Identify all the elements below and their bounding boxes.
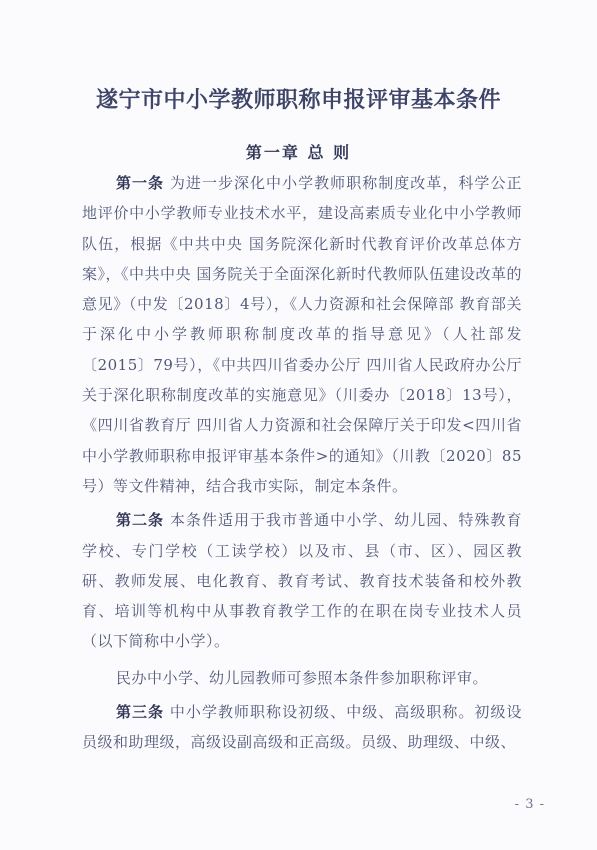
article-text: 本条件适用于我市普通中小学、幼儿园、特殊教育学校、专门学校（工读学校）以及市、县（市、区）、园区教研、教师发展、电化教育、教育考试、教育技术装备和校外教育、培训等机构中从事教育教学工作的在职在岗专业技术人员（以下简称中小学）。 [82,511,522,651]
document-title: 遂宁市中小学教师职称申报评审基本条件 [95,87,501,113]
article-label: 第一条 [116,174,165,192]
article-1 [82,168,522,501]
document-body [82,168,522,758]
article-text: 为进一步深化中小学教师职称制度改革，科学公正地评价中小学教师专业技术水平，建设高素质专业化中小学教师队伍，根据《中共中央 国务院深化新时代教育评价改革总体方案》，《中共中央 国务院关于全面深化新时代教师队伍建设改革的意见》（中发〔2018〕4号），《人力资源和社会保障部 教育部关于深化中小学教师职称制度改革的指导意见》（人社部发〔2015〕79号），《中共四川省委办公厅 四川省人民政府办公厅关于深化职称制度改革的实施意见》（川委办〔2018〕13号），《四川省教育厅 四川省人力资源和社会保障厅关于印发<四川省中小学教师职称申报评审基本条件>的通知》（川教〔2020〕85号）等文件精神，结合我市实际，制定本条件。 [82,174,522,495]
paragraph-text: 民办中小学、幼儿园教师可参照本条件参加职称评审。 [116,668,489,687]
article-2 [82,505,522,656]
page-number: - 3 - [514,797,545,812]
article-text: 中小学教师职称设初级、中级、高级职称。初级设员级和助理级，高级设副高级和正高级。员级、助理级、中级、 [82,703,522,752]
paragraph-private-schools [82,663,522,693]
chapter-heading: 第一章 总 则 [245,143,352,162]
article-3 [82,697,522,758]
article-label: 第三条 [116,703,165,722]
article-label: 第二条 [116,511,165,530]
